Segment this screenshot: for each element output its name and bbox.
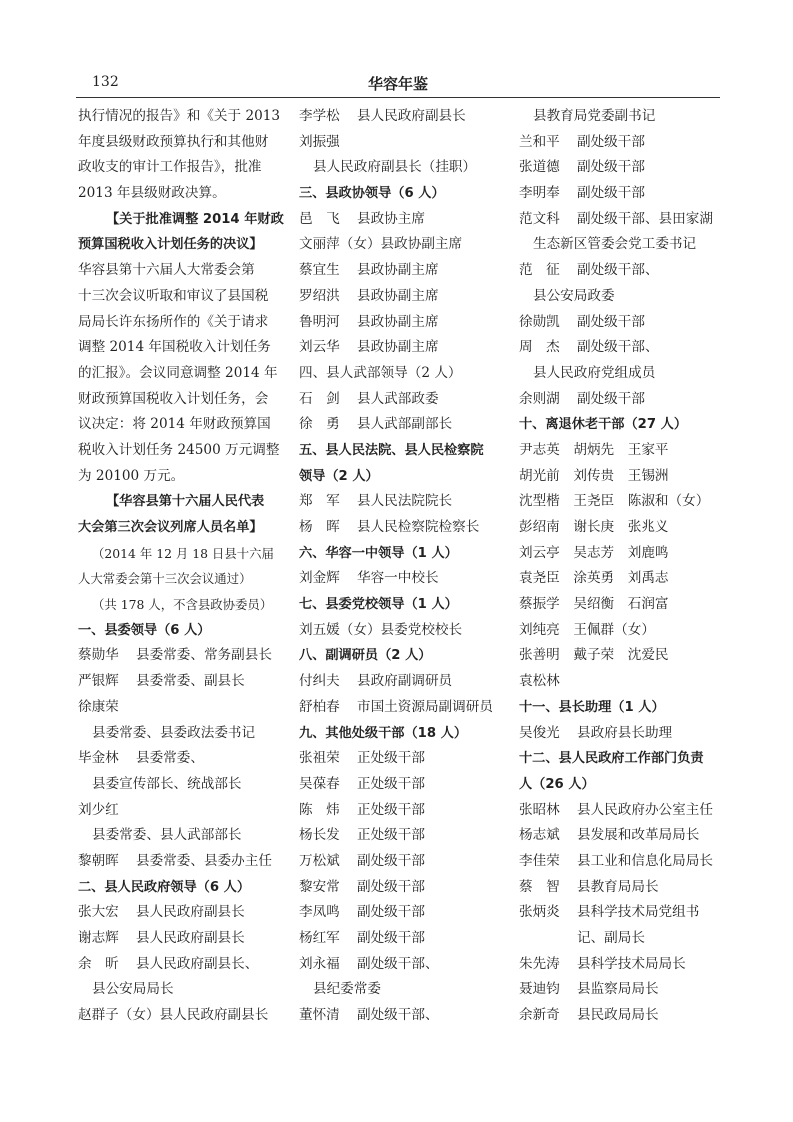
- section-heading: 十、离退休老干部（27 人）: [519, 417, 688, 433]
- page-header: [76, 74, 720, 96]
- person-name: 余 昕: [78, 955, 119, 972]
- section-heading: 七、县委党校领导（1 人）: [299, 597, 458, 613]
- text-line: 刘云亭 吴志芳 刘鹿鸣: [519, 544, 669, 561]
- text-line: [299, 335, 504, 361]
- person-name: 张祖荣: [299, 750, 340, 767]
- text-line: 沈型楷 王尧臣 陈淑和（女）: [519, 493, 710, 510]
- text-line: [519, 977, 724, 1003]
- text-line: 华容县第十六届人大常委会第: [78, 262, 255, 279]
- text-line: [519, 900, 724, 926]
- person-role: 副处级干部: [577, 185, 645, 202]
- person-name: 蔡宜生: [299, 262, 340, 279]
- person-name: 吴葆春: [299, 775, 340, 792]
- text-line: 财政预算国税收入计划任务，会: [78, 390, 269, 407]
- text-line: [78, 746, 278, 772]
- text-line: （共 178 人，不含县政协委员）: [92, 597, 273, 613]
- text-line: [519, 181, 724, 207]
- person-role: 县人民法院院长: [357, 493, 453, 510]
- person-name: 张昭林: [519, 801, 560, 818]
- person-role: 副处级干部、: [357, 955, 439, 972]
- text-line: [299, 926, 504, 952]
- person-role: 县政协副主席: [357, 339, 439, 356]
- text-line: [519, 207, 724, 233]
- text-line: [519, 155, 724, 181]
- person-name: 陈 炜: [299, 801, 340, 818]
- person-role: 正处级干部: [357, 750, 425, 767]
- text-line: 四、县人武部领导（2 人）: [299, 364, 462, 381]
- text-line: [299, 772, 504, 798]
- section-heading: 十二、县人民政府工作部门负责: [519, 751, 704, 767]
- section-heading: 【华容县第十六届人民代表: [106, 494, 265, 510]
- text-line: 赵群子（女）县人民政府副县长: [78, 1007, 269, 1024]
- person-name: 蔡 智: [519, 878, 560, 895]
- section-heading: 二、县人民政府领导（6 人）: [78, 879, 251, 895]
- person-name: 余则湖: [519, 390, 560, 407]
- section-heading: 领导（2 人）: [299, 468, 379, 484]
- text-line: 议决定：将 2014 年财政预算国: [78, 416, 271, 433]
- text-line: [299, 746, 504, 772]
- person-role: 副处级干部: [357, 878, 425, 895]
- person-name: 石 剑: [299, 390, 340, 407]
- person-name: 张大宏: [78, 904, 119, 921]
- text-line: [299, 284, 504, 310]
- text-line: （2014 年 12 月 18 日县十六届: [92, 545, 274, 561]
- section-heading: 预算国税收入计划任务的决议】: [78, 237, 263, 253]
- person-name: 张道德: [519, 159, 560, 176]
- person-role: 县政协副主席: [357, 313, 439, 330]
- text-line: [299, 900, 504, 926]
- text-line: [519, 335, 724, 361]
- person-name: 谢志辉: [78, 930, 119, 946]
- section-heading: 九、其他处级干部（18 人）: [299, 725, 468, 741]
- person-name: 张炳炎: [519, 904, 560, 921]
- text-line: 蔡振学 吴绍衡 石润富: [519, 596, 669, 613]
- header-rule: [76, 97, 720, 98]
- text-line: [519, 875, 724, 901]
- text-line: 为 20100 万元。: [78, 467, 185, 484]
- text-line: 胡光前 刘传贵 王锡洲: [519, 467, 669, 484]
- text-line: [519, 387, 724, 413]
- text-line: 政收支的审计工作报告》，批准: [78, 159, 262, 176]
- text-line: [519, 1003, 724, 1029]
- person-role: 县政协副主席: [357, 262, 439, 279]
- person-name: 兰和平: [519, 133, 560, 150]
- text-line: [78, 952, 278, 978]
- person-name: 聂迪钧: [519, 981, 560, 998]
- section-heading: 人（26 人）: [519, 776, 595, 792]
- text-line: [519, 130, 724, 156]
- section-heading: 三、县政协领导（6 人）: [299, 186, 445, 202]
- text-line: [299, 695, 504, 721]
- person-role: 副处级干部: [577, 159, 645, 176]
- text-line: 调整 2014 年国税收入计划任务: [78, 339, 271, 356]
- person-role: 县民政局局长: [577, 1007, 659, 1024]
- person-role: 正处级干部: [357, 827, 425, 844]
- person-role: 县委常委、副县长: [136, 673, 245, 690]
- person-role: 县人武部政委: [357, 390, 439, 407]
- text-line: 人大常委会第十三次会议通过）: [78, 571, 252, 587]
- text-line: 的汇报》。会议同意调整 2014 年: [78, 364, 278, 381]
- section-heading: 一、县委领导（6 人）: [78, 622, 211, 638]
- person-name: 周 杰: [519, 339, 560, 356]
- person-name: 付纠夫: [299, 673, 340, 690]
- person-name: 杨长发: [299, 827, 340, 844]
- text-line: 十三次会议听取和审议了县国税: [78, 287, 269, 304]
- column-left: [78, 104, 284, 1029]
- text-line: [299, 489, 504, 515]
- person-role: 市国土资源局副调研员: [357, 698, 493, 715]
- person-role: 县委常委、常务副县长: [136, 647, 272, 664]
- person-role: 县政协主席: [357, 210, 425, 227]
- person-role: 正处级干部: [357, 775, 425, 792]
- text-line: [299, 823, 504, 849]
- text-line: 县人民政府党组成员: [533, 364, 656, 381]
- text-line: [519, 849, 724, 875]
- text-line: [78, 643, 278, 669]
- text-line: 刘纯亮 王佩群（女）: [519, 621, 655, 638]
- text-line: [519, 721, 724, 747]
- text-line: 县委常委、县人武部部长: [92, 827, 242, 844]
- text-line: 刘五媛（女）县委党校校长: [299, 621, 463, 638]
- page-number: 132: [92, 74, 119, 90]
- text-line: 县公安局局长: [92, 981, 174, 998]
- text-line: [519, 310, 724, 336]
- text-line: [299, 207, 504, 233]
- person-name: 刘金辉: [299, 570, 340, 587]
- person-role: 副处级干部、: [577, 262, 659, 279]
- person-name: 黎安常: [299, 878, 340, 895]
- person-role: 县人民政府副县长: [136, 904, 245, 921]
- person-role: 正处级干部: [357, 801, 425, 818]
- text-line: [78, 926, 278, 952]
- person-role: 县人武部副部长: [357, 416, 453, 433]
- text-line: 县纪委常委: [313, 981, 381, 998]
- person-role: 华容一中校长: [357, 570, 439, 587]
- text-line: [299, 412, 504, 438]
- person-role: 副处级干部: [357, 930, 425, 946]
- person-role: 县工业和信息化局局长: [577, 852, 713, 869]
- person-name: 董怀清: [299, 1007, 340, 1024]
- person-name: 余新奇: [519, 1007, 560, 1024]
- person-role: 县政协副主席: [357, 287, 439, 304]
- text-line: [299, 104, 504, 130]
- column-middle: [299, 104, 504, 1029]
- text-line: [78, 849, 278, 875]
- person-name: 蔡勋华: [78, 647, 119, 664]
- text-line: [299, 258, 504, 284]
- text-line: 尹志英 胡炳先 王家平: [519, 441, 669, 458]
- person-role: 县人民检察院检察长: [357, 519, 480, 535]
- text-line: [299, 952, 504, 978]
- text-line: 执行情况的报告》和《关于 2013: [78, 108, 281, 124]
- section-heading: 六、华容一中领导（1 人）: [299, 545, 458, 561]
- person-name: 范文科: [519, 210, 560, 227]
- text-line: [299, 310, 504, 336]
- person-name: 毕金林: [78, 750, 119, 767]
- person-name: 李佳荣: [519, 852, 560, 869]
- person-role: 副处级干部: [577, 390, 645, 407]
- running-title: 华容年鉴: [367, 75, 428, 93]
- person-name: 杨志斌: [519, 827, 560, 844]
- text-line: 县委宣传部长、统战部长: [92, 775, 242, 792]
- text-line: [299, 1003, 504, 1029]
- text-line: 记、副局长: [577, 930, 645, 946]
- person-role: 县教育局局长: [577, 878, 659, 895]
- person-name: 鲁明河: [299, 313, 340, 330]
- text-line: 徐康荣: [78, 698, 119, 715]
- person-role: 县委常委、: [136, 750, 204, 767]
- text-line: 县委常委、县委政法委书记: [92, 724, 256, 741]
- text-line: [78, 669, 278, 695]
- section-heading: 【关于批准调整 2014 年财政: [106, 211, 284, 227]
- person-role: 县科学技术局党组书: [577, 904, 700, 921]
- person-role: 县人民政府副县长: [357, 108, 466, 124]
- person-name: 万松斌: [299, 852, 340, 869]
- text-line: 袁尧臣 涂英勇 刘禹志: [519, 570, 669, 587]
- section-heading: 五、县人民法院、县人民检察院: [299, 442, 484, 458]
- person-name: 舒柏春: [299, 698, 340, 715]
- text-line: 县人民政府副县长（挂职）: [313, 159, 477, 176]
- person-name: 刘永福: [299, 955, 340, 972]
- text-line: 生态新区管委会党工委书记: [533, 236, 697, 253]
- text-line: [299, 515, 504, 541]
- person-name: 徐 勇: [299, 416, 340, 433]
- text-line: [299, 798, 504, 824]
- section-heading: 十一、县长助理（1 人）: [519, 699, 665, 715]
- text-line: 县公安局政委: [533, 287, 615, 304]
- person-name: 黎朝晖: [78, 852, 119, 869]
- text-line: [299, 566, 504, 592]
- text-line: [519, 823, 724, 849]
- person-role: 副处级干部: [357, 852, 425, 869]
- person-role: 副处级干部: [577, 313, 645, 330]
- text-line: 2013 年县级财政决算。: [78, 185, 226, 202]
- column-right: [519, 104, 724, 1029]
- text-line: 县教育局党委副书记: [533, 108, 656, 124]
- text-line: [299, 669, 504, 695]
- person-role: 县人民政府办公室主任: [577, 801, 713, 818]
- text-line: 年度县级财政预算执行和其他财: [78, 133, 269, 150]
- person-name: 郑 军: [299, 493, 340, 510]
- person-role: 副处级干部: [357, 904, 425, 921]
- section-heading: 大会第三次会议列席人员名单】: [78, 520, 263, 535]
- text-line: 张善明 戴子荣 沈爱民: [519, 647, 669, 664]
- text-line: [519, 798, 724, 824]
- text-line: 刘少红: [78, 801, 119, 818]
- person-role: 县人民政府副县长、: [136, 955, 259, 972]
- person-role: 副处级干部: [577, 133, 645, 150]
- person-role: 县人民政府副县长: [136, 930, 245, 946]
- person-name: 罗绍洪: [299, 287, 340, 304]
- text-line: [299, 849, 504, 875]
- text-line: 税收入计划任务 24500 万元调整: [78, 441, 280, 458]
- person-name: 李学松: [299, 108, 340, 124]
- text-line: [299, 387, 504, 413]
- text-line: 袁松林: [519, 673, 560, 690]
- person-name: 杨 晖: [299, 519, 340, 535]
- text-line: 局局长许东扬所作的《关于请求: [78, 313, 269, 330]
- person-name: 李明奉: [519, 185, 560, 202]
- text-line: [299, 875, 504, 901]
- person-name: 严银辉: [78, 673, 119, 690]
- person-name: 刘云华: [299, 339, 340, 356]
- person-role: 县科学技术局局长: [577, 955, 686, 972]
- person-role: 县委常委、县委办主任: [136, 852, 272, 869]
- person-name: 吴俊光: [519, 724, 560, 741]
- person-role: 副处级干部、: [357, 1007, 439, 1024]
- text-line: 文丽萍（女）县政协副主席: [299, 236, 463, 253]
- person-name: 杨红军: [299, 930, 340, 946]
- person-name: 邑 飞: [299, 210, 340, 227]
- person-name: 朱先涛: [519, 955, 560, 972]
- person-role: 县监察局局长: [577, 981, 659, 998]
- section-heading: 八、副调研员（2 人）: [299, 648, 432, 664]
- text-line: [519, 258, 724, 284]
- person-role: 县政府县长助理: [577, 724, 673, 741]
- person-name: 范 征: [519, 262, 560, 279]
- person-role: 县发展和改革局局长: [577, 827, 700, 844]
- text-line: 刘振强: [299, 133, 340, 150]
- text-line: [519, 952, 724, 978]
- person-role: 副处级干部、: [577, 339, 659, 356]
- text-line: 彭绍南 谢长庚 张兆义: [519, 519, 669, 535]
- person-role: 副处级干部、县田家湖: [577, 210, 713, 227]
- text-line: [78, 900, 278, 926]
- person-name: 李凤鸣: [299, 904, 340, 921]
- person-role: 县政府副调研员: [357, 673, 453, 690]
- person-name: 徐勋凯: [519, 313, 560, 330]
